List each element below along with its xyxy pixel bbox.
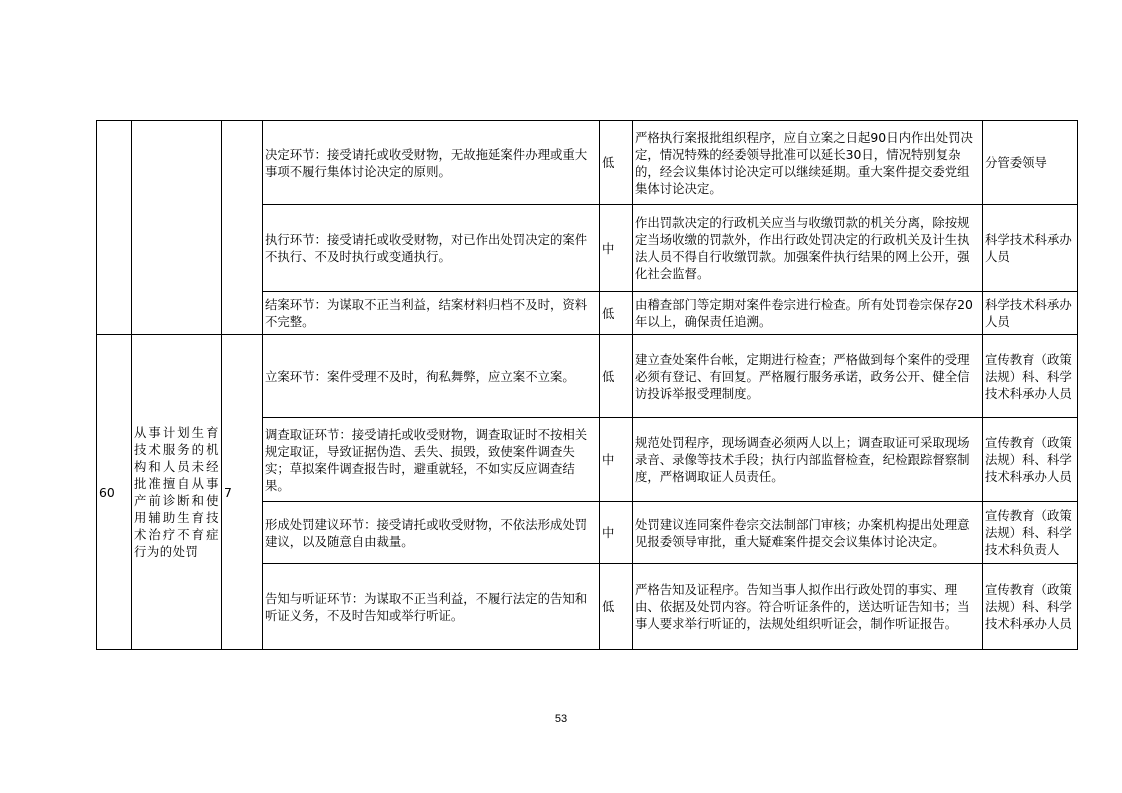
prevention-measure-cell: 处罚建议连同案件卷宗交法制部门审核；办案机构提出处理意见报委领导审批，重大疑难案件提交会议集体讨论决定。 — [633, 502, 983, 564]
prevention-measure-cell: 规范处罚程序，现场调查必须两人以上；调查取证可采取现场录音、录像等技术手段；执行内部监督检查，纪检跟踪督察制度，严格调取证人员责任。 — [633, 418, 983, 502]
risk-stage-cell: 调查取证环节：接受请托或收受财物，调查取证时不按相关规定取证，导致证据伪造、丢失、损毁，致使案件调查失实；草拟案件调查报告时，避重就轻，不如实反应调查结果。 — [263, 418, 600, 502]
responsible-person-cell: 宣传教育（政策法规）科、科学技术科承办人员 — [983, 335, 1078, 418]
responsible-person-cell: 科学技术科承办人员 — [983, 292, 1078, 335]
risk-level-cell: 中 — [600, 418, 633, 502]
responsible-person-cell: 宣传教育（政策法规）科、科学技术科承办人员 — [983, 564, 1078, 650]
risk-level-cell: 低 — [600, 564, 633, 650]
risk-level-cell: 中 — [600, 502, 633, 564]
table-row — [97, 121, 1078, 205]
item-number-cell: 60 — [97, 335, 132, 650]
risk-level-cell: 低 — [600, 292, 633, 335]
prevention-measure-cell: 由稽查部门等定期对案件卷宗进行检查。所有处罚卷宗保存20年以上，确保责任追溯。 — [633, 292, 983, 335]
responsible-person-cell: 宣传教育（政策法规）科、科学技术科承办人员 — [983, 418, 1078, 502]
prevention-measure-cell: 严格告知及证程序。告知当事人拟作出行政处罚的事实、理由、依据及处罚内容。符合听证条件的，送达听证告知书；当事人要求举行听证的，法规处组织听证会，制作听证报告。 — [633, 564, 983, 650]
risk-table — [96, 120, 1078, 650]
table-row — [97, 335, 1078, 418]
risk-level-cell: 中 — [600, 205, 633, 292]
prevention-measure-cell: 作出罚款决定的行政机关应当与收缴罚款的机关分离，除按规定当场收缴的罚款外，作出行政处罚决定的行政机关及计生执法人员不得自行收缴罚款。加强案件执行结果的网上公开，强化社会监督。 — [633, 205, 983, 292]
item-count-cell: 7 — [222, 335, 263, 650]
responsible-person-cell: 宣传教育（政策法规）科、科学技术科负责人 — [983, 502, 1078, 564]
risk-stage-cell: 形成处罚建议环节：接受请托或收受财物，不依法形成处罚建议，以及随意自由裁量。 — [263, 502, 600, 564]
number-cell-empty — [97, 121, 132, 335]
responsible-person-cell: 分管委领导 — [983, 121, 1078, 205]
risk-stage-cell: 结案环节：为谋取不正当利益，结案材料归档不及时，资料不完整。 — [263, 292, 600, 335]
item-subject-cell: 从事计划生育技术服务的机构和人员未经批准擅自从事产前诊断和使用辅助生育技术治疗不育症行为的处罚 — [132, 335, 222, 650]
count-cell-empty — [222, 121, 263, 335]
risk-stage-cell: 立案环节：案件受理不及时，徇私舞弊，应立案不立案。 — [263, 335, 600, 418]
risk-stage-cell: 执行环节：接受请托或收受财物，对已作出处罚决定的案件不执行、不及时执行或变通执行。 — [263, 205, 600, 292]
risk-stage-cell: 决定环节：接受请托或收受财物，无故拖延案件办理或重大事项不履行集体讨论决定的原则。 — [263, 121, 600, 205]
page-number: 53 — [554, 713, 568, 725]
risk-level-cell: 低 — [600, 335, 633, 418]
responsible-person-cell: 科学技术科承办人员 — [983, 205, 1078, 292]
subject-cell-empty — [132, 121, 222, 335]
prevention-measure-cell: 建立查处案件台帐，定期进行检查；严格做到每个案件的受理必须有登记、有回复。严格履行服务承诺，政务公开、健全信访投诉举报受理制度。 — [633, 335, 983, 418]
risk-level-cell: 低 — [600, 121, 633, 205]
risk-stage-cell: 告知与听证环节：为谋取不正当利益，不履行法定的告知和听证义务，不及时告知或举行听证。 — [263, 564, 600, 650]
prevention-measure-cell: 严格执行案报批组织程序，应自立案之日起90日内作出处罚决定，情况特殊的经委领导批准可以延长30日，情况特别复杂的，经会议集体讨论决定可以继续延期。重大案件提交委党组集体讨论决定。 — [633, 121, 983, 205]
